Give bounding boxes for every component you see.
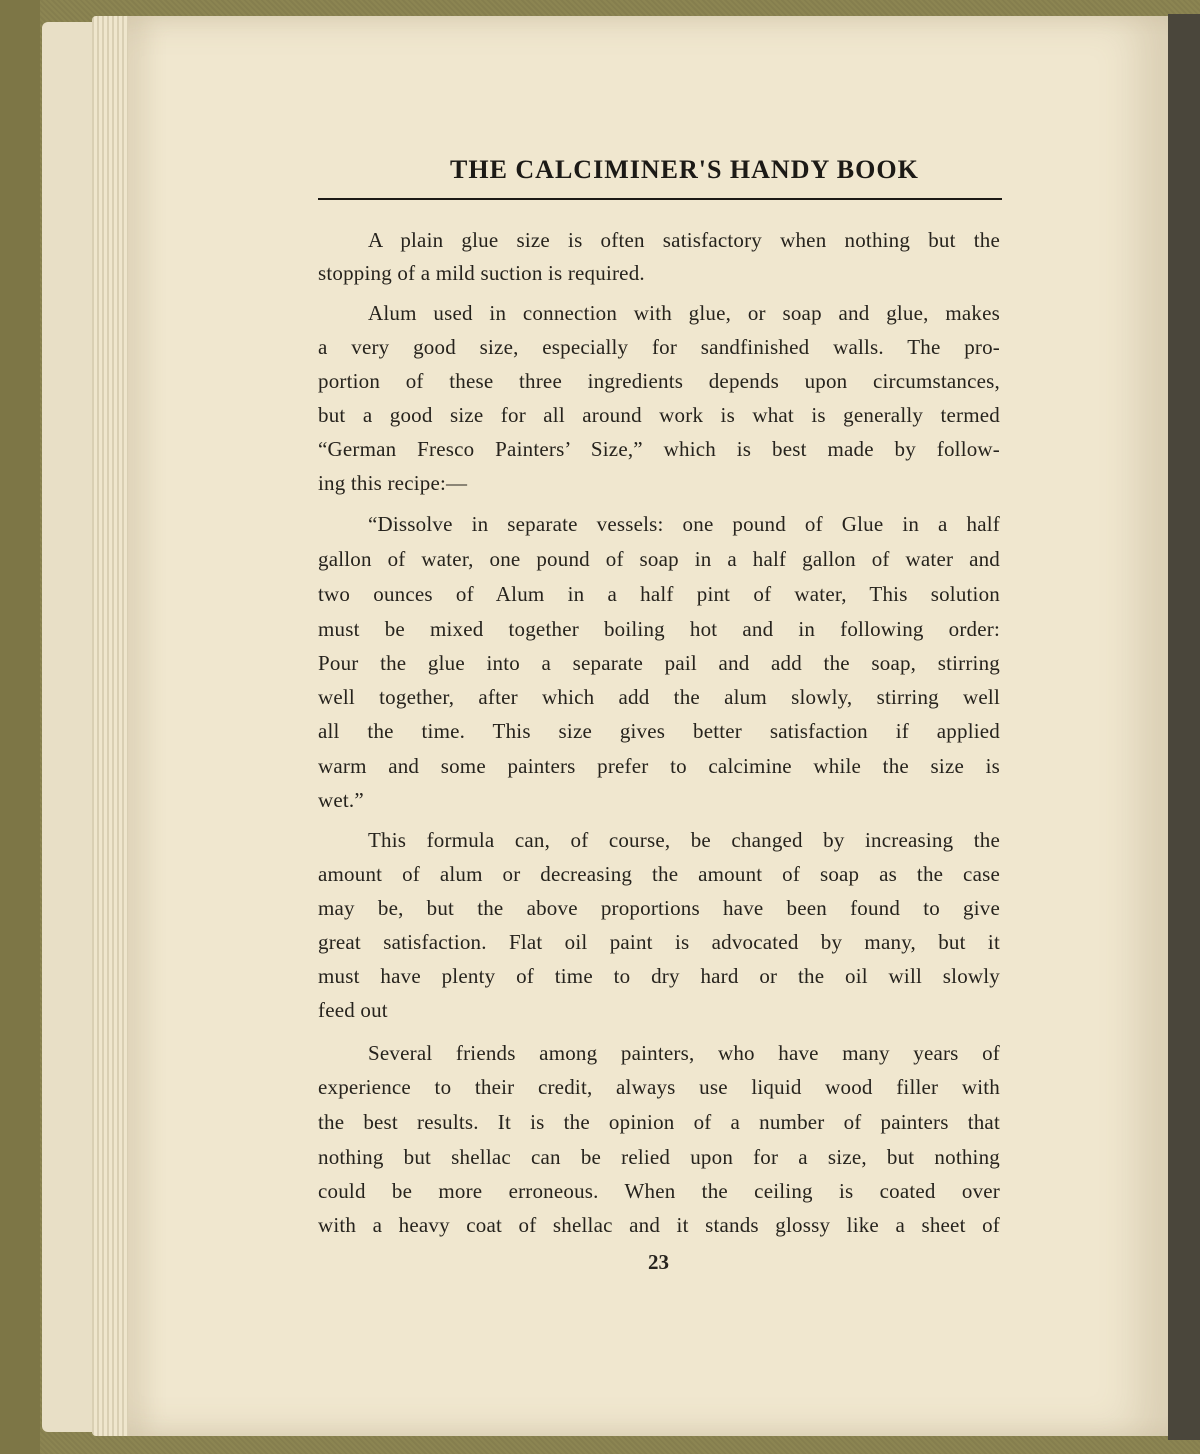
- paragraph-3-line: all the time. This size gives better satisfaction if applied: [318, 719, 1000, 743]
- paragraph-2-line: ing this recipe:—: [318, 471, 468, 495]
- paragraph-4-line: must have plenty of time to dry hard or the oil will slowly: [318, 964, 1000, 988]
- paragraph-3-line: gallon of water, one pound of soap in a half gallon of water and: [318, 547, 1000, 571]
- paragraph-3-line: “Dissolve in separate vessels: one pound of Glue in a half: [368, 512, 1000, 536]
- paragraph-3-line: wet.”: [318, 788, 364, 812]
- paragraph-4-line: amount of alum or decreasing the amount of soap as the case: [318, 862, 1000, 886]
- paragraph-3-line: well together, after which add the alum slowly, stirring well: [318, 685, 1000, 709]
- paragraph-5-line: with a heavy coat of shellac and it stands glossy like a sheet of: [318, 1213, 1000, 1237]
- paragraph-2-line: “German Fresco Painters’ Size,” which is best made by follow-: [318, 437, 1000, 461]
- paragraph-3-line: Pour the glue into a separate pail and add the soap, stirring: [318, 651, 1000, 675]
- paragraph-2-line: a very good size, especially for sandfinished walls. The pro-: [318, 335, 1000, 359]
- paragraph-2-line: portion of these three ingredients depends upon circumstances,: [318, 369, 1000, 393]
- paragraph-4-line: This formula can, of course, be changed by increasing the: [368, 828, 1000, 852]
- paragraph-3-line: must be mixed together boiling hot and in following order:: [318, 617, 1000, 641]
- paragraph-5-line: nothing but shellac can be relied upon for a size, but nothing: [318, 1145, 1000, 1169]
- cover-edge: [0, 0, 40, 1454]
- paragraph-5-line: experience to their credit, always use liquid wood filler with: [318, 1075, 1000, 1099]
- paragraph-2-line: Alum used in connection with glue, or soap and glue, makes: [368, 301, 1000, 325]
- paragraph-1-line: A plain glue size is often satisfactory when nothing but the: [368, 228, 1000, 252]
- paragraph-5-line: the best results. It is the opinion of a number of painters that: [318, 1110, 1000, 1134]
- running-header: THE CALCIMINER'S HANDY BOOK: [450, 155, 919, 184]
- paragraph-4-line: feed out: [318, 998, 388, 1022]
- paragraph-4-line: may be, but the above proportions have been found to give: [318, 896, 1000, 920]
- header-rule: [318, 198, 1002, 200]
- paragraph-5-line: could be more erroneous. When the ceiling is coated over: [318, 1179, 1000, 1203]
- page-stack-edges: [92, 16, 132, 1436]
- paragraph-1-line: stopping of a mild suction is required.: [318, 261, 645, 285]
- paragraph-3-line: two ounces of Alum in a half pint of water, This solution: [318, 582, 1000, 606]
- paragraph-2-line: but a good size for all around work is what is generally termed: [318, 403, 1000, 427]
- page-number: 23: [648, 1250, 669, 1274]
- paragraph-3-line: warm and some painters prefer to calcimine while the size is: [318, 754, 1000, 778]
- right-cover-edge: [1168, 14, 1200, 1440]
- paragraph-4-line: great satisfaction. Flat oil paint is advocated by many, but it: [318, 930, 1000, 954]
- paragraph-5-line: Several friends among painters, who have many years of: [368, 1041, 1000, 1065]
